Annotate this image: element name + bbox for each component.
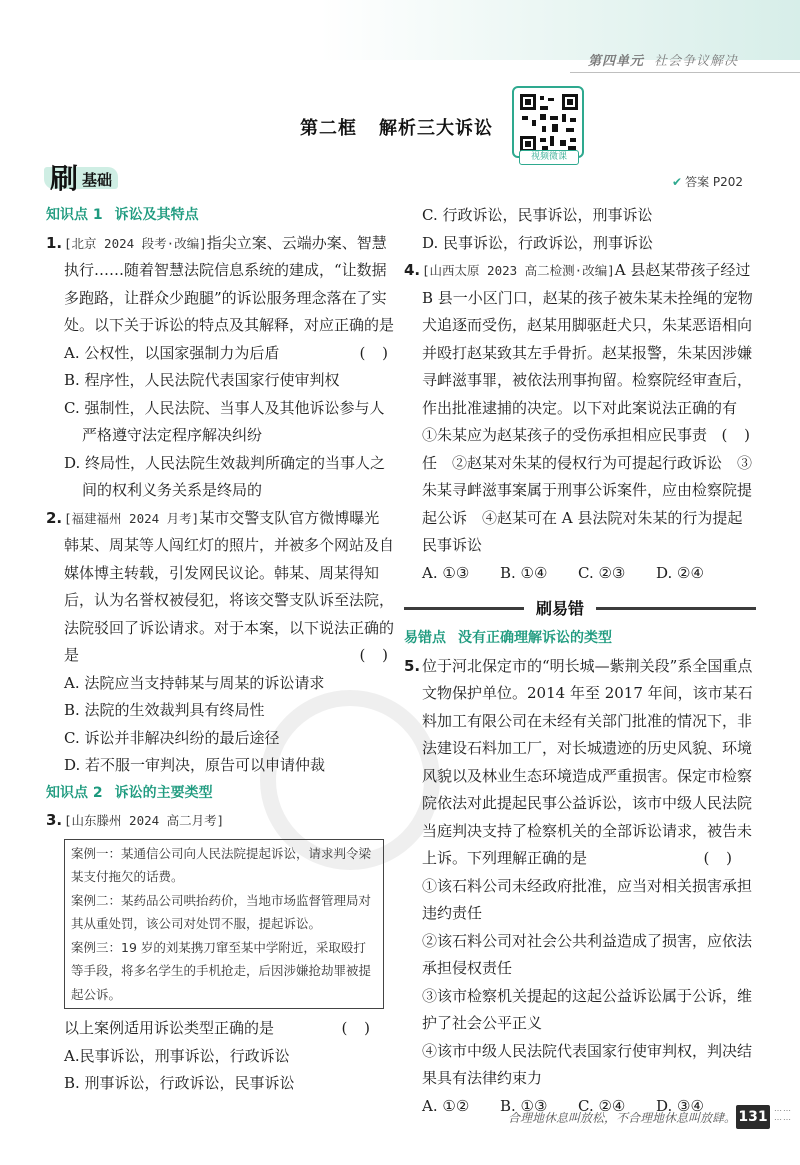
question-source: [北京 2024 段考·改编] [64,235,207,251]
error-prone-banner [404,597,756,621]
answer-blank[interactable]: ( ) [341,1019,376,1037]
option-a: A. 法院应当支持韩某与周某的诉讼请求 [64,673,325,692]
question-stem: 指尖立案、云端办案、智慧执行……随着智慧法院信息系统的建成，“让数据多跑路，让群众少跑腿”的诉讼服务理念落在了实处。以下关于诉讼的特点及其解释，对应正确的是 [64,233,395,334]
answer-blank[interactable]: ( ) [359,646,394,664]
case-2: 案例二：某药品公司哄抬药价，当地市场监督管理局对其从重处罚，该公司对处罚不服，提起诉讼。 [71,892,372,931]
option-c: C. 强制性，人民法院、当事人及其他诉讼参与人严格遵守法定程序解决纠纷 [64,398,385,444]
answer-blank[interactable]: ( ) [359,343,394,362]
question-4-choices [404,560,756,588]
question-number: 4. [404,261,421,279]
question-4 [404,257,756,444]
question-source: [山东滕州 2024 高二月考] [64,813,225,828]
case-3: 案例三：19 岁的刘某携刀窜至某中学附近，采取殴打等手段，将多名学生的手机抢走，后因涉嫌抢劫罪被提起公诉。 [71,939,372,1002]
answer-blank[interactable]: ( ) [703,849,738,867]
knowledge-point-2: 知识点 2 诉讼的主要类型 [46,784,213,801]
question-number: 2. [46,508,63,527]
option-b: B. 刑事诉讼，行政诉讼，民事诉讼 [64,1074,295,1092]
question-stem: 某市交警支队官方微博曝光韩某、周某等人闯红灯的照片，并被多个网站及自媒体博主转载，引发网民议论。韩某、周某得知后，认为名誉权被侵犯，将该交警支队诉至法院，法院驳回了诉讼请求。对于本案，以下说法正确的是 [64,508,395,664]
check-icon: ✔ [672,175,683,189]
option-c: C. 诉讼并非解决纠纷的最后途径 [64,728,280,747]
question-number: 1. [46,233,63,252]
option-a: A. 公权性，以国家强制力为后盾 [64,343,280,362]
question-4-statements: ①朱某应为赵某孩子的受伤承担相应民事责任 ②赵某对朱某的侵权行为可提起行政诉讼 ③朱某寻衅滋事案属于刑事公诉案件，应由检察院提起公诉 ④赵某可在 A 县法院对朱某的行为提起民事诉讼 [422,426,753,554]
option-a: A.民事诉讼，刑事诉讼，行政诉讼 [64,1046,290,1065]
left-column [46,202,394,1098]
question-stem: 位于河北保定市的“明长城—紫荆关段”系全国重点文物保护单位。2014 年至 2017 年间，该市某石料加工有限公司在未经有关部门批准的情况下，非法建设石料加工厂，对长城遗迹的历史风貌、环境风貌以及林业生态环境造成严重损害。保定市检察院依法对此提起民事公益诉讼，该市中级人民法院当庭判决支持了检察机关的全部诉讼请求，被告未上诉。下列理解正确的是 [422,656,753,867]
footer-quote: 合理地休息叫放松，不合理地休息叫放肆。 [508,1111,737,1125]
header-rule [570,72,800,73]
page-number: 131 [736,1105,770,1129]
statement-1: ①该石料公司未经政府批准，应当对相关损害承担违约责任 [422,876,753,922]
question-5 [404,653,756,873]
page-dots: ⋯⋯ ⋯⋯ [774,1106,792,1124]
answer-blank[interactable]: ( ) [721,426,756,444]
question-2 [46,505,394,670]
banner-label: 刷易错 [524,595,596,623]
question-stem: A 县赵某带孩子经过 B 县一小区门口，赵某的孩子被朱某未拴绳的宠物犬追逐而受伤，赵某用脚驱赶犬只，朱某恶语相向并殴打赵某致其左手骨折。赵某报警，朱某因涉嫌寻衅滋事罪，被依法刑事拘留。检察院经审查后，作出批准逮捕的决定。以下对此案说法正确的有 [422,261,753,417]
qr-code[interactable] [512,86,584,158]
choice-c: C. ②④ [578,1096,626,1115]
video-lesson-label[interactable]: 视频微课 [519,150,579,165]
statement-4: ④该市中级人民法院代表国家行使审判权，判决结果具有法律约束力 [422,1041,753,1087]
choice-a: A. ①③ [422,563,470,582]
question-3 [46,807,394,835]
qr-code-icon [520,94,578,152]
badge-big-char: 刷 [50,162,79,195]
question-3-stem: 以上案例适用诉讼类型正确的是 ( ) [46,1015,394,1043]
option-c: C. 行政诉讼，民事诉讼，刑事诉讼 [422,206,653,224]
question-source: [山西太原 2023 高二检测·改编] [422,263,615,278]
choice-d: D. ②④ [656,563,704,582]
badge-small-text: 基础 [82,171,113,189]
choice-b: B. ①③ [500,1096,548,1115]
option-d: D. 终局性，人民法院生效裁判所确定的当事人之间的权利义务关系是终局的 [64,453,386,499]
choice-b: B. ①④ [500,563,548,582]
option-d: D. 若不服一审判决，原告可以申请仲裁 [64,756,326,774]
error-point: 易错点 没有正确理解诉讼的类型 [404,630,612,646]
statement-2: ②该石料公司对社会公共利益造成了损害，应依法承担侵权责任 [422,931,753,977]
answer-reference: ✔ 答案 P202 [672,175,744,189]
question-number: 5. [404,656,421,675]
option-b: B. 法院的生效裁判具有终局性 [64,701,265,719]
unit-header: 第四单元 社会争议解决 [587,54,738,69]
statement-3: ③该市检察机关提起的这起公益诉讼属于公诉，维护了社会公平正义 [422,986,753,1032]
question-source: [福建福州 2024 月考] [64,510,200,526]
case-1: 案例一：某通信公司向人民法院提起诉讼，请求判令梁某支付拖欠的话费。 [71,845,372,884]
basic-practice-badge [44,157,118,195]
choice-c: C. ②③ [578,563,626,582]
case-box [64,839,384,1010]
option-d: D. 民事诉讼，行政诉讼，刑事诉讼 [422,233,654,252]
choice-a: A. ①② [422,1096,470,1115]
choice-d: D. ③④ [656,1096,704,1115]
section-title: 第二框 解析三大诉讼 [300,118,493,139]
right-column [404,202,756,1120]
knowledge-point-1: 知识点 1 诉讼及其特点 [46,207,199,223]
question-number: 3. [46,811,63,829]
option-b: B. 程序性，人民法院代表国家行使审判权 [64,371,340,389]
